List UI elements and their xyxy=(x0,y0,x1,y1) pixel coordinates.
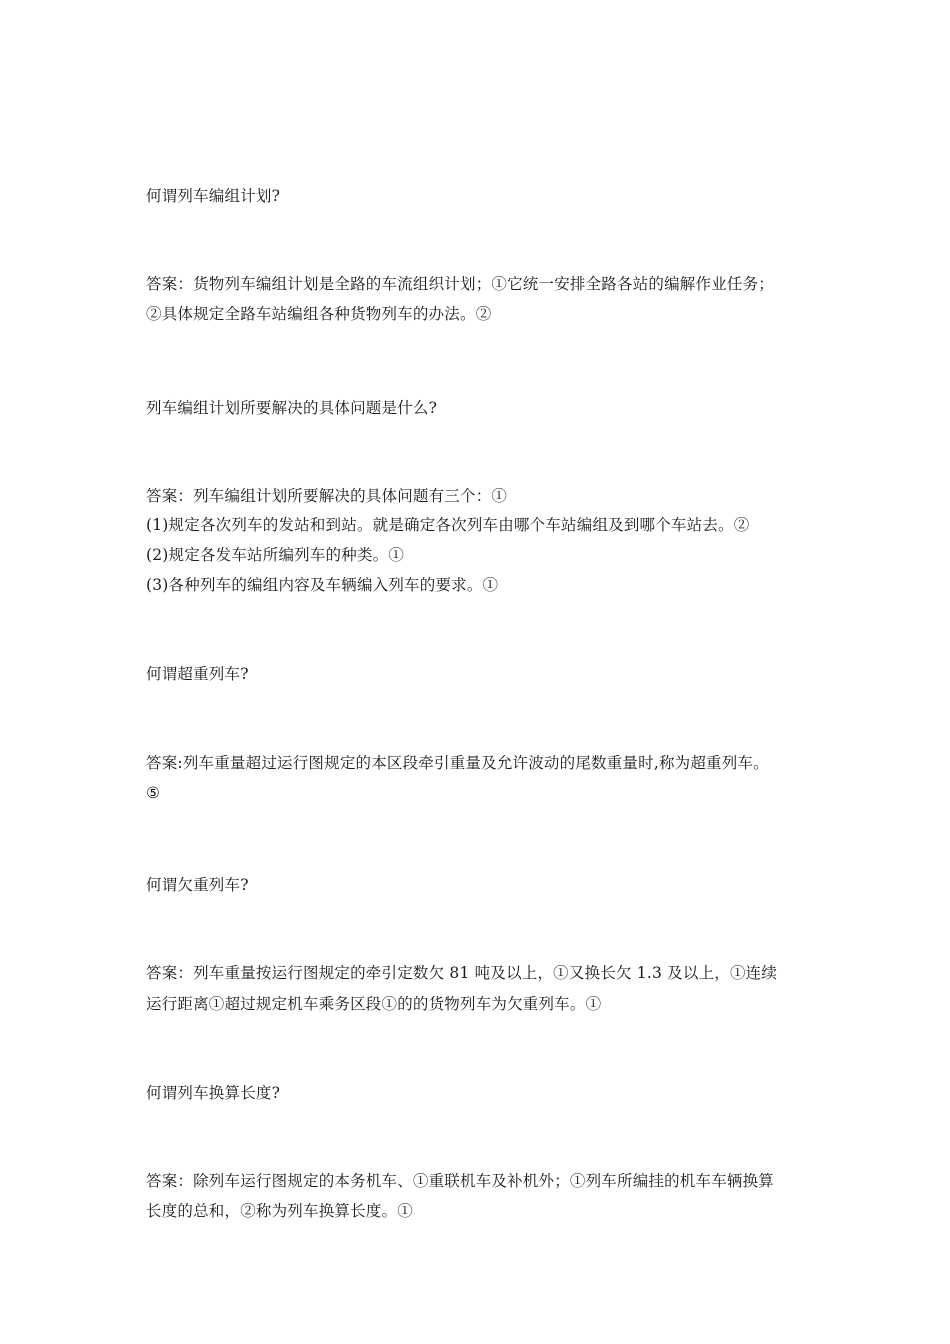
answer-2-line-3: (2)规定各发车站所编列车的种类。① xyxy=(146,546,405,564)
question-4: 何谓欠重列车? xyxy=(146,876,249,894)
answer-2-line-2: (1)规定各次列车的发站和到站。就是确定各次列车由哪个车站编组及到哪个车站去。② xyxy=(146,516,750,534)
question-3: 何谓超重列车? xyxy=(146,665,249,683)
answer-5-line-2: 长度的总和，②称为列车换算长度。① xyxy=(146,1202,413,1220)
answer-3-line-1: 答案:列车重量超过运行图规定的本区段牵引重量及允许波动的尾数重量时,称为超重列车。 xyxy=(146,754,769,772)
answer-1-line-2: ②具体规定全路车站编组各种货物列车的办法。② xyxy=(146,305,492,323)
question-1: 何谓列车编组计划? xyxy=(146,187,281,205)
answer-2-line-4: (3)各种列车的编组内容及车辆编入列车的要求。① xyxy=(146,576,499,594)
answer-1-line-1: 答案：货物列车编组计划是全路的车流组织计划；①它统一安排全路各站的编解作业任务； xyxy=(146,275,775,293)
answer-4-line-1: 答案：列车重量按运行图规定的牵引定数欠 81 吨及以上，①又换长欠 1.3 及以上，①连续 xyxy=(146,964,778,982)
question-5: 何谓列车换算长度? xyxy=(146,1084,281,1102)
question-2: 列车编组计划所要解决的具体问题是什么? xyxy=(146,399,438,417)
answer-4-line-2: 运行距离①超过规定机车乘务区段①的的货物列车为欠重列车。① xyxy=(146,995,602,1013)
answer-3-line-2: ⑤ xyxy=(146,784,161,802)
answer-2-line-1: 答案：列车编组计划所要解决的具体问题有三个：① xyxy=(146,487,508,505)
answer-5-line-1: 答案：除列车运行图规定的本务机车、①重联机车及补机外；①列车所编挂的机车车辆换算 xyxy=(146,1172,775,1190)
